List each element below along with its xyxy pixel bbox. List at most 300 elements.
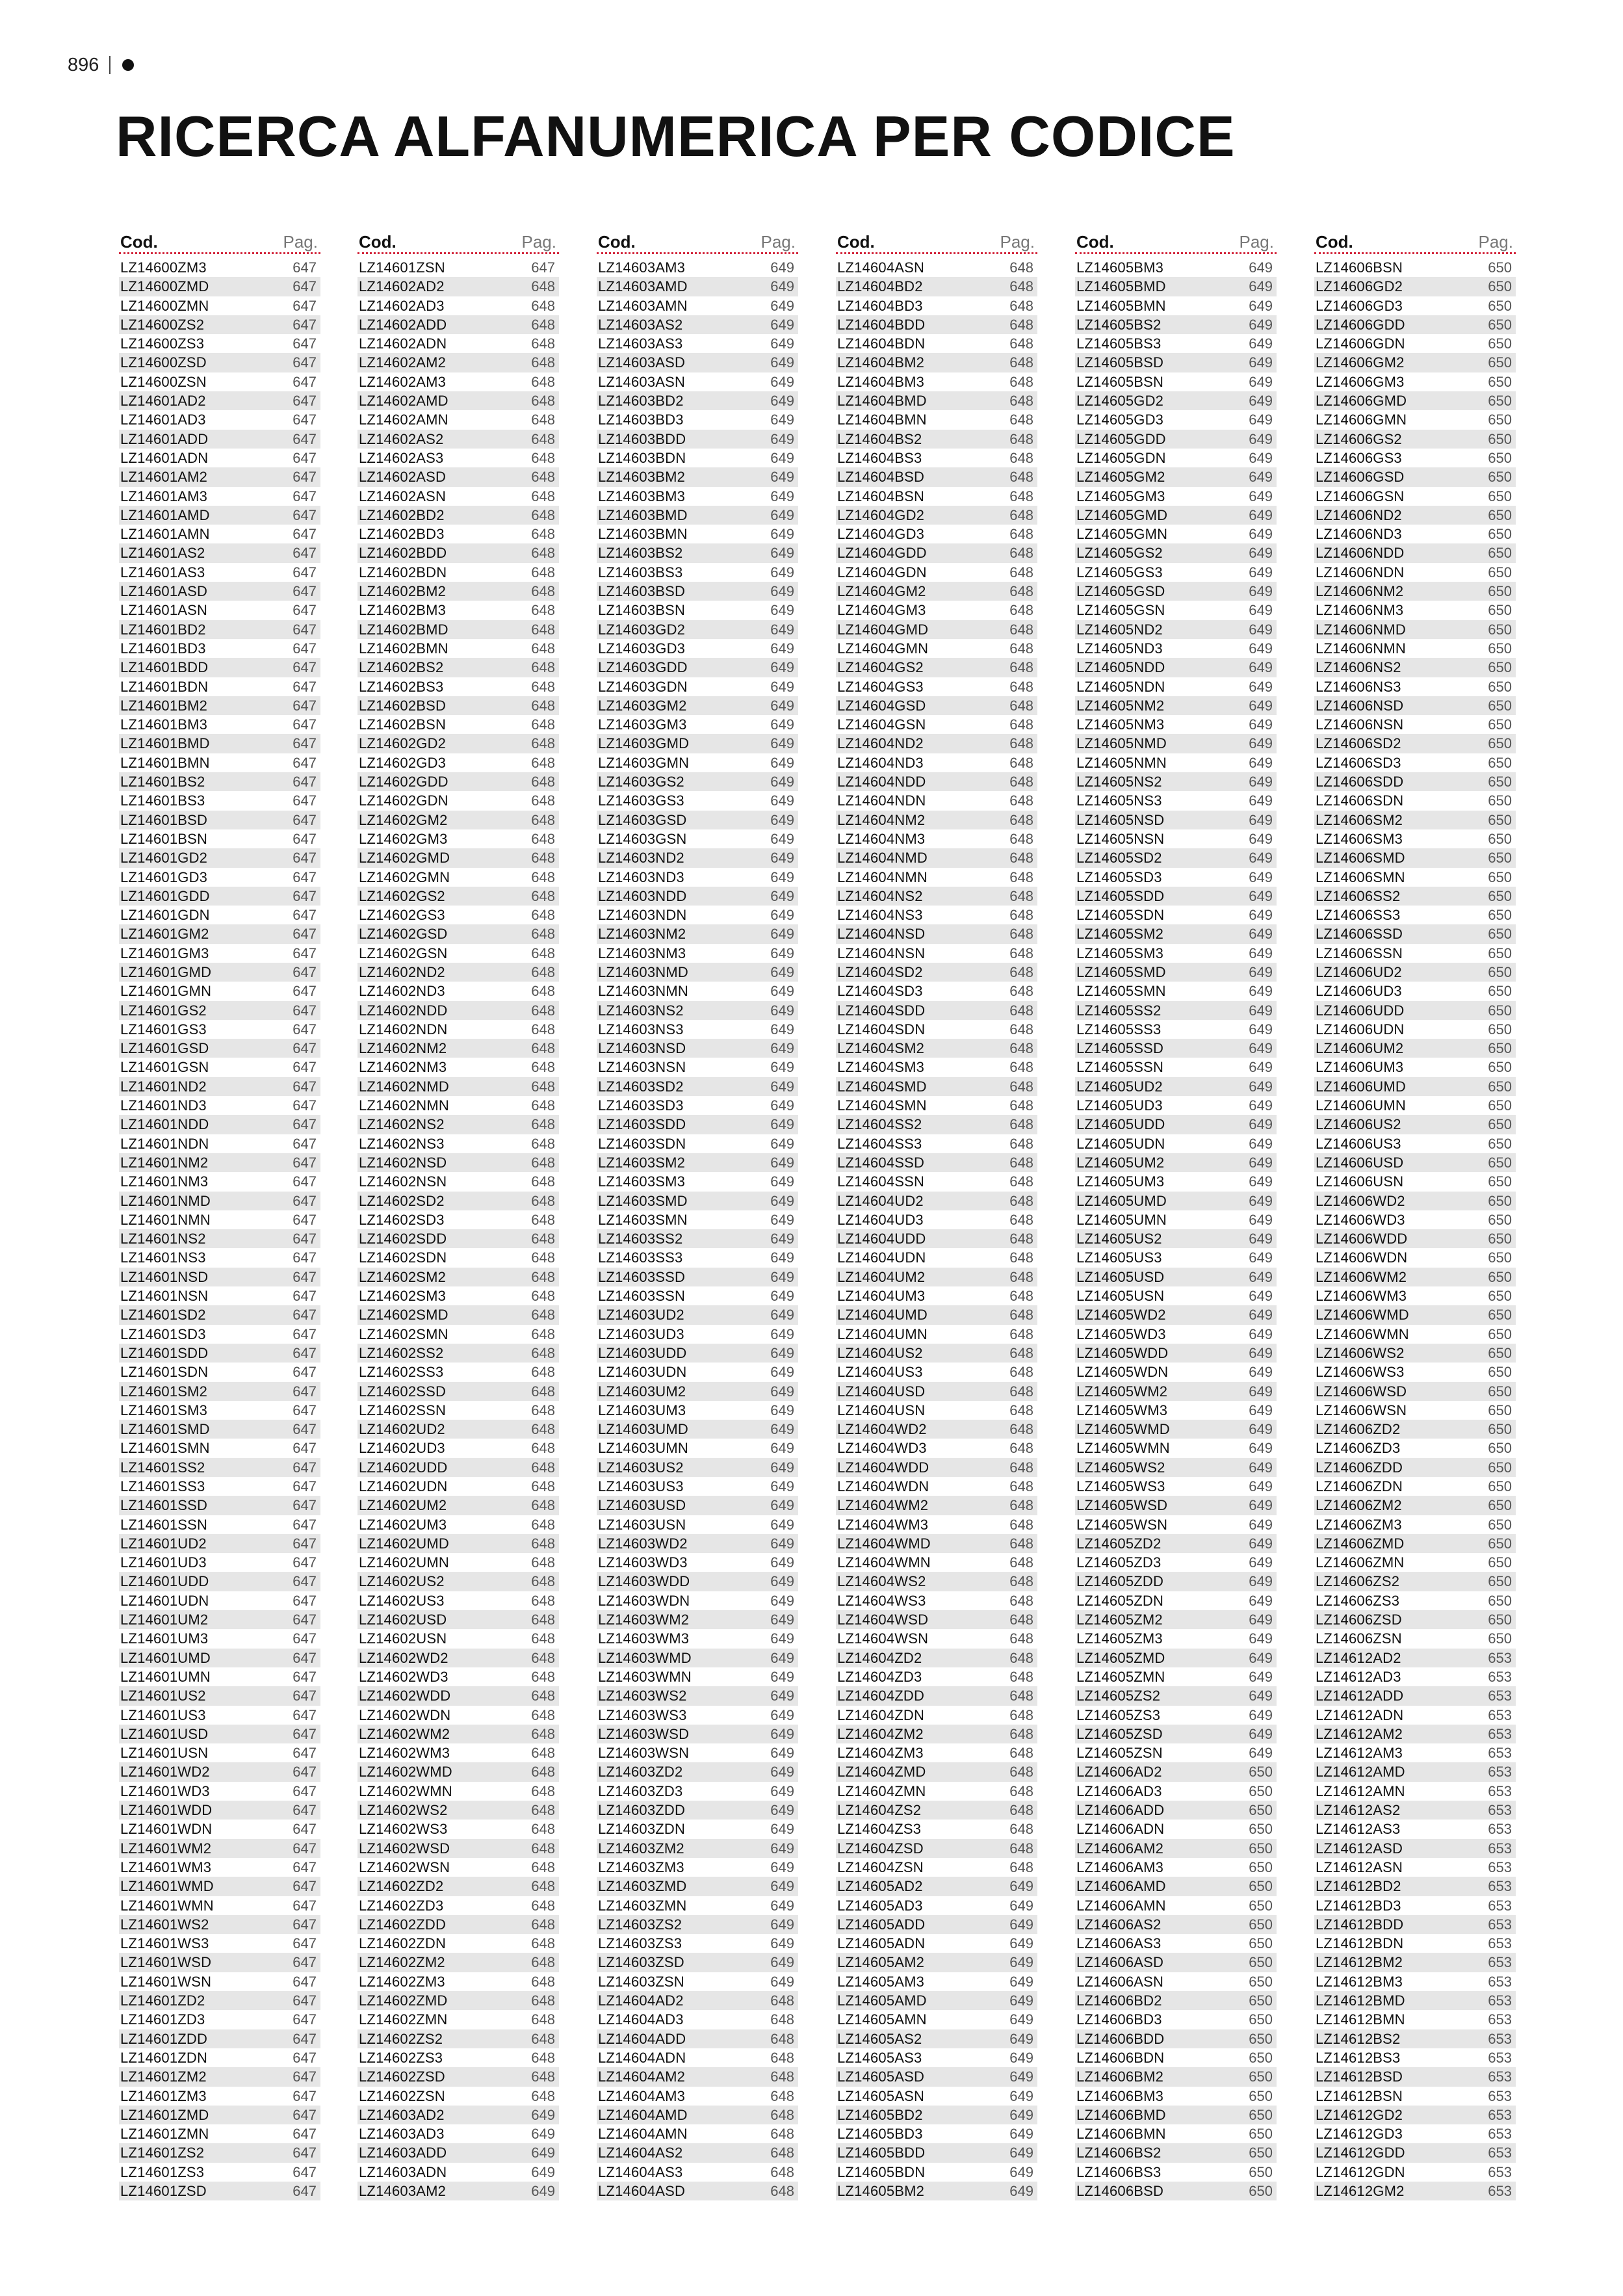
- product-code: LZ14602SSN: [359, 1402, 447, 1418]
- product-code: LZ14603ASD: [598, 354, 686, 371]
- product-code: LZ14603SMN: [598, 1211, 688, 1228]
- list-item: [1314, 1706, 1516, 1725]
- list-item: [357, 1477, 559, 1496]
- list-item: [119, 639, 320, 658]
- list-item: [119, 1229, 320, 1248]
- list-item: [357, 1096, 559, 1115]
- page-reference: 650: [1488, 1211, 1512, 1228]
- index-column: [597, 230, 798, 2200]
- product-code: LZ14601WDD: [120, 1802, 213, 1819]
- list-item: [836, 1725, 1037, 1743]
- code-list: [119, 258, 320, 2200]
- list-item: [1075, 1286, 1277, 1305]
- list-item: [597, 1020, 798, 1039]
- page-reference: 648: [1009, 1364, 1033, 1381]
- list-item: [597, 868, 798, 887]
- page-reference: 647: [292, 640, 317, 657]
- product-code: LZ14601WD3: [120, 1782, 210, 1799]
- product-code: LZ14606BM3: [1076, 2087, 1164, 2104]
- list-item: [1075, 753, 1277, 772]
- product-code: LZ14601WD2: [120, 1764, 210, 1781]
- product-code: LZ14603UDD: [598, 1344, 687, 1361]
- list-item: [836, 1953, 1037, 1972]
- list-item: [597, 1915, 798, 1934]
- list-item: [119, 391, 320, 410]
- list-item: [1314, 620, 1516, 639]
- page-reference: 649: [1249, 1268, 1273, 1285]
- list-item: [597, 620, 798, 639]
- list-item: [836, 525, 1037, 543]
- product-code: LZ14602ZSD: [359, 2068, 445, 2085]
- list-item: [836, 1344, 1037, 1363]
- list-item: [1075, 1477, 1277, 1496]
- product-code: LZ14612ADN: [1316, 1706, 1404, 1723]
- page-reference: 649: [770, 278, 794, 295]
- list-item: [836, 1192, 1037, 1210]
- list-item: [119, 1801, 320, 1820]
- list-item: [836, 2163, 1037, 2182]
- list-item: [597, 258, 798, 277]
- list-item: [357, 1286, 559, 1305]
- list-item: [597, 772, 798, 791]
- page-reference: 649: [770, 1307, 794, 1324]
- list-item: [357, 1515, 559, 1534]
- product-code: LZ14602WM3: [359, 1745, 450, 1762]
- page-reference: 649: [1249, 678, 1273, 695]
- product-code: LZ14604WDN: [837, 1478, 929, 1494]
- page-reference: 649: [1249, 430, 1273, 447]
- page-reference: 650: [1488, 1307, 1512, 1324]
- product-code: LZ14601BMN: [120, 754, 210, 771]
- product-code: LZ14605BM3: [1076, 259, 1164, 276]
- product-code: LZ14602USD: [359, 1611, 447, 1628]
- product-code: LZ14601AD3: [120, 411, 206, 428]
- page-reference: 648: [1009, 430, 1033, 447]
- page-reference: 649: [1249, 583, 1273, 600]
- page-reference: 649: [770, 716, 794, 733]
- product-code: LZ14606ZS2: [1316, 1573, 1400, 1590]
- product-code: LZ14602SD2: [359, 1192, 445, 1209]
- list-item: [836, 543, 1037, 562]
- list-item: [1314, 1192, 1516, 1210]
- page-reference: 647: [292, 1916, 317, 1933]
- page-reference: 647: [292, 1611, 317, 1628]
- product-code: LZ14606BSD: [1076, 2182, 1164, 2199]
- page-reference: 649: [1249, 850, 1273, 867]
- page-reference: 648: [1009, 887, 1033, 904]
- product-code: LZ14606AD3: [1076, 1782, 1162, 1799]
- list-item: [597, 353, 798, 372]
- list-item: [119, 1001, 320, 1020]
- page-reference: 648: [531, 1478, 555, 1494]
- list-item: [357, 887, 559, 906]
- list-item: [597, 1496, 798, 1515]
- product-code: LZ14602SM3: [359, 1288, 447, 1305]
- list-item: [1075, 1915, 1277, 1934]
- list-item: [1314, 2143, 1516, 2162]
- page-reference: 647: [292, 373, 317, 390]
- product-code: LZ14604WSD: [837, 1611, 929, 1628]
- code-list: [597, 258, 798, 2200]
- product-code: LZ14604SMN: [837, 1097, 927, 1114]
- product-code: LZ14602GMD: [359, 850, 450, 867]
- product-code: LZ14604ZD2: [837, 1649, 922, 1666]
- product-code: LZ14602BS2: [359, 659, 444, 676]
- product-code: LZ14602US2: [359, 1573, 445, 1590]
- list-item: [836, 1629, 1037, 1648]
- list-item: [1314, 1382, 1516, 1401]
- product-code: LZ14605WSN: [1076, 1516, 1168, 1533]
- list-item: [357, 791, 559, 810]
- list-item: [836, 1001, 1037, 1020]
- list-item: [597, 1706, 798, 1725]
- list-item: [357, 1953, 559, 1972]
- list-item: [1075, 1210, 1277, 1229]
- page-reference: 647: [292, 792, 317, 809]
- product-code: LZ14601GSN: [120, 1059, 209, 1076]
- page-reference: 647: [292, 735, 317, 752]
- page-reference: 650: [1488, 850, 1512, 867]
- product-code: LZ14605USN: [1076, 1288, 1165, 1305]
- list-item: [836, 277, 1037, 296]
- product-code: LZ14602ND3: [359, 983, 445, 1000]
- page-reference: 649: [531, 2182, 555, 2199]
- product-code: LZ14606BD3: [1076, 2011, 1162, 2028]
- product-code: LZ14602AM3: [359, 373, 447, 390]
- list-item: [1075, 1934, 1277, 1953]
- page-reference: 647: [292, 983, 317, 1000]
- page-reference: 648: [1009, 488, 1033, 504]
- page-reference: 649: [770, 1630, 794, 1647]
- page-reference: 653: [1488, 1916, 1512, 1933]
- product-code: LZ14602WS3: [359, 1821, 448, 1838]
- list-item: [1075, 811, 1277, 829]
- page-reference: 647: [292, 1097, 317, 1114]
- page-reference: 649: [1249, 1211, 1273, 1228]
- page-reference: 649: [1249, 640, 1273, 657]
- page-reference: 649: [770, 545, 794, 562]
- list-item: [357, 1058, 559, 1076]
- page-reference: 648: [531, 1097, 555, 1114]
- list-item: [357, 1325, 559, 1344]
- product-code: LZ14606NDN: [1316, 564, 1405, 581]
- product-code: LZ14606ASN: [1076, 1973, 1164, 1990]
- list-item: [1075, 963, 1277, 982]
- product-code: LZ14603WMD: [598, 1649, 692, 1666]
- product-code: LZ14605SMN: [1076, 983, 1166, 1000]
- page-reference: 648: [1009, 1535, 1033, 1552]
- page-reference: 650: [1249, 1859, 1273, 1875]
- product-code: LZ14605ZMN: [1076, 1668, 1165, 1685]
- list-item: [1075, 1039, 1277, 1058]
- product-code: LZ14603SSN: [598, 1288, 686, 1305]
- page-reference: 649: [1249, 354, 1273, 371]
- page-reference: 648: [531, 526, 555, 543]
- list-item: [357, 430, 559, 449]
- list-item: [1075, 1458, 1277, 1477]
- list-item: [597, 430, 798, 449]
- list-item: [119, 696, 320, 715]
- code-header: Cod.: [1316, 232, 1353, 252]
- product-code: LZ14604USD: [837, 1383, 926, 1400]
- product-code: LZ14601GS3: [120, 1021, 207, 1037]
- list-item: [836, 372, 1037, 391]
- product-code: LZ14604SDD: [837, 1002, 926, 1019]
- list-item: [1314, 2029, 1516, 2048]
- page-reference: 648: [770, 2163, 794, 2180]
- page-reference: 647: [292, 297, 317, 314]
- product-code: LZ14612GM2: [1316, 2182, 1405, 2199]
- page-reference: 648: [770, 2145, 794, 2161]
- list-item: [836, 772, 1037, 791]
- product-code: LZ14602AD2: [359, 278, 445, 295]
- list-item: [119, 1344, 320, 1363]
- list-item: [119, 677, 320, 696]
- list-item: [357, 963, 559, 982]
- list-item: [1075, 1782, 1277, 1801]
- product-code: LZ14602WSD: [359, 1840, 450, 1857]
- list-item: [1075, 715, 1277, 734]
- product-code: LZ14604WDD: [837, 1459, 929, 1476]
- list-item: [836, 391, 1037, 410]
- list-item: [1075, 2087, 1277, 2106]
- list-item: [119, 1553, 320, 1572]
- list-item: [119, 982, 320, 1000]
- list-item: [357, 753, 559, 772]
- list-item: [836, 811, 1037, 829]
- product-code: LZ14605ZS2: [1076, 1688, 1161, 1704]
- page-reference: 650: [1488, 697, 1512, 714]
- list-item: [1314, 1134, 1516, 1153]
- page-reference: 648: [531, 1459, 555, 1476]
- list-item: [1075, 467, 1277, 486]
- header-separator: [109, 56, 110, 74]
- product-code: LZ14604GSN: [837, 716, 926, 733]
- page-reference: 650: [1488, 1630, 1512, 1647]
- page-reference: 648: [531, 449, 555, 466]
- page-reference: 648: [1009, 1325, 1033, 1342]
- product-code: LZ14612BD3: [1316, 1897, 1401, 1914]
- page-reference: 647: [292, 393, 317, 410]
- list-item: [597, 1363, 798, 1381]
- product-code: LZ14603AMN: [598, 297, 688, 314]
- product-code: LZ14605WD2: [1076, 1307, 1166, 1324]
- page-reference: 648: [1009, 1402, 1033, 1418]
- page-reference: 648: [1009, 545, 1033, 562]
- page-reference: 648: [531, 1802, 555, 1819]
- product-code: LZ14605UDN: [1076, 1135, 1165, 1152]
- page-reference: 649: [770, 1173, 794, 1190]
- list-item: [836, 906, 1037, 924]
- page-reference: 650: [1249, 2126, 1273, 2143]
- list-item: [1314, 372, 1516, 391]
- page-reference: 647: [292, 506, 317, 523]
- product-code: LZ14603ZMN: [598, 1897, 687, 1914]
- list-item: [597, 543, 798, 562]
- page-reference: 648: [770, 2049, 794, 2066]
- list-item: [119, 1077, 320, 1096]
- list-item: [1075, 1877, 1277, 1896]
- page-reference: 650: [1488, 811, 1512, 828]
- product-code: LZ14601SSD: [120, 1497, 208, 1514]
- list-item: [836, 1686, 1037, 1705]
- product-code: LZ14602ZM2: [359, 1954, 445, 1971]
- list-item: [1075, 1706, 1277, 1725]
- page-reference: 653: [1488, 1668, 1512, 1685]
- list-item: [119, 1820, 320, 1838]
- list-item: [836, 829, 1037, 848]
- list-item: [1314, 1629, 1516, 1648]
- list-item: [119, 430, 320, 449]
- list-item: [357, 1305, 559, 1324]
- product-code: LZ14612BS2: [1316, 2030, 1401, 2047]
- product-code: LZ14604ADN: [598, 2049, 686, 2066]
- list-item: [597, 1762, 798, 1781]
- product-code: LZ14601GD3: [120, 868, 208, 885]
- product-code: LZ14601ZD2: [120, 1992, 205, 2009]
- list-item: [119, 811, 320, 829]
- list-item: [1075, 829, 1277, 848]
- list-item: [1314, 944, 1516, 963]
- page-reference: 650: [1249, 1782, 1273, 1799]
- page-reference: 649: [1249, 963, 1273, 980]
- list-item: [119, 1420, 320, 1439]
- page-reference: 647: [531, 259, 555, 276]
- product-code: LZ14604ZSD: [837, 1840, 924, 1857]
- page-reference: 649: [1249, 1516, 1273, 1533]
- product-code: LZ14602AS3: [359, 449, 444, 466]
- page-reference: 648: [531, 1325, 555, 1342]
- product-code: LZ14604WD2: [837, 1421, 927, 1438]
- page-reference: 649: [770, 1611, 794, 1628]
- list-item: [597, 848, 798, 867]
- product-code: LZ14603NSD: [598, 1040, 686, 1057]
- index-column: [1075, 230, 1277, 2200]
- product-code: LZ14603AMD: [598, 278, 688, 295]
- page-reference: 650: [1488, 564, 1512, 581]
- page-reference: 648: [1009, 1307, 1033, 1324]
- page-reference: 650: [1488, 526, 1512, 543]
- list-item: [597, 506, 798, 525]
- page-reference: 653: [1488, 1935, 1512, 1952]
- list-item: [1314, 1077, 1516, 1096]
- list-item: [1075, 1305, 1277, 1324]
- product-code: LZ14604AD3: [598, 2011, 684, 2028]
- page-reference: 648: [1009, 1097, 1033, 1114]
- product-code: LZ14606SS3: [1316, 907, 1401, 924]
- page-reference: 647: [292, 602, 317, 619]
- list-item: [1075, 1649, 1277, 1667]
- product-code: LZ14604UMN: [837, 1325, 928, 1342]
- page-reference: 647: [292, 1116, 317, 1133]
- page-reference: 650: [1488, 983, 1512, 1000]
- list-item: [597, 1439, 798, 1457]
- product-code: LZ14602ZDN: [359, 1935, 447, 1952]
- product-code: LZ14602GSN: [359, 945, 448, 961]
- product-code: LZ14604ZD3: [837, 1668, 922, 1685]
- product-code: LZ14603NS3: [598, 1021, 684, 1037]
- page-reference: 649: [770, 1478, 794, 1494]
- column-header: [836, 230, 1037, 254]
- list-item: [1314, 391, 1516, 410]
- product-code: LZ14603ZDD: [598, 1802, 686, 1819]
- product-code: LZ14605UD3: [1076, 1097, 1163, 1114]
- product-code: LZ14604AM3: [598, 2087, 686, 2104]
- page-reference: 649: [1249, 1078, 1273, 1095]
- list-item: [1075, 1115, 1277, 1134]
- page-reference: 647: [292, 1002, 317, 1019]
- page-reference: 650: [1488, 316, 1512, 333]
- product-code: LZ14601GSD: [120, 1040, 209, 1057]
- page-reference: 647: [292, 850, 317, 867]
- product-code: LZ14604AMN: [598, 2126, 688, 2143]
- product-code: LZ14601UDN: [120, 1592, 209, 1609]
- page-reference: 648: [1009, 1154, 1033, 1171]
- list-item: [597, 1077, 798, 1096]
- product-code: LZ14605BMD: [1076, 278, 1166, 295]
- product-code: LZ14606GD2: [1316, 278, 1403, 295]
- list-item: [836, 1839, 1037, 1858]
- product-code: LZ14602BM3: [359, 602, 447, 619]
- list-item: [1075, 1172, 1277, 1191]
- product-code: LZ14606BS2: [1076, 2145, 1162, 2161]
- page-reference: 647: [292, 1745, 317, 1762]
- list-item: [1075, 1839, 1277, 1858]
- product-code: LZ14604BMD: [837, 393, 927, 410]
- list-item: [1075, 658, 1277, 677]
- list-item: [836, 1153, 1037, 1172]
- list-item: [1075, 1020, 1277, 1039]
- product-code: LZ14606GM3: [1316, 373, 1405, 390]
- page-reference: 648: [1009, 354, 1033, 371]
- list-item: [597, 1477, 798, 1496]
- product-code: LZ14606GSN: [1316, 488, 1405, 504]
- list-item: [119, 1305, 320, 1324]
- page-reference: 648: [1009, 963, 1033, 980]
- product-code: LZ14601ZSD: [120, 2182, 207, 2199]
- page-reference: 649: [770, 792, 794, 809]
- page-reference: 648: [531, 792, 555, 809]
- page-reference: 650: [1488, 830, 1512, 847]
- page-reference: 647: [292, 1268, 317, 1285]
- product-code: LZ14604NMD: [837, 850, 928, 867]
- product-code: LZ14602UD2: [359, 1421, 445, 1438]
- product-code: LZ14603UDN: [598, 1364, 687, 1381]
- product-code: LZ14603ZSN: [598, 1973, 684, 1990]
- product-code: LZ14606AM3: [1076, 1859, 1164, 1875]
- product-code: LZ14605ZDN: [1076, 1592, 1164, 1609]
- page-reference: 648: [531, 1725, 555, 1742]
- page-reference: 648: [531, 1307, 555, 1324]
- page-reference: 649: [1249, 868, 1273, 885]
- product-code: LZ14605WS3: [1076, 1478, 1165, 1494]
- product-code: LZ14612AS3: [1316, 1821, 1401, 1838]
- page-reference: 650: [1488, 1592, 1512, 1609]
- list-item: [119, 2163, 320, 2182]
- page-reference: 648: [1009, 868, 1033, 885]
- product-code: LZ14602UMD: [359, 1535, 449, 1552]
- product-code: LZ14604ASD: [598, 2182, 686, 2199]
- page-reference: 650: [1488, 640, 1512, 657]
- list-item: [597, 1325, 798, 1344]
- list-item: [1314, 1762, 1516, 1781]
- page-reference: 649: [1249, 335, 1273, 352]
- list-item: [597, 944, 798, 963]
- product-code: LZ14601WM2: [120, 1840, 212, 1857]
- page-reference: 650: [1488, 963, 1512, 980]
- list-item: [119, 887, 320, 906]
- product-code: LZ14601AD2: [120, 393, 206, 410]
